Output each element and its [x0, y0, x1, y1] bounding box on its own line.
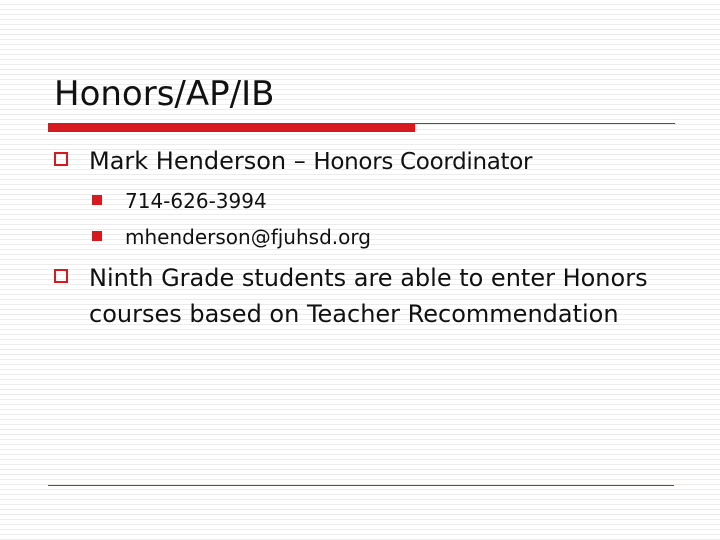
coordinator-phone: 714-626-3994 [125, 189, 267, 213]
hollow-square-icon [54, 269, 68, 283]
coordinator-name: Mark Henderson [89, 147, 287, 175]
coordinator-role: Honors Coordinator [313, 149, 533, 175]
title-underline-thin [415, 123, 675, 124]
filled-square-icon [92, 195, 102, 205]
filled-square-icon [92, 231, 102, 241]
coordinator-email: mhenderson@fjuhsd.org [125, 225, 371, 249]
footer-rule [48, 485, 674, 486]
ninth-grade-text: Ninth Grade students are able to enter Honors courses based on Teacher Recommendation [89, 264, 648, 328]
slide-title: Honors/AP/IB [54, 74, 275, 114]
bullet-coordinator-text [89, 143, 659, 180]
title-underline-thick [48, 123, 415, 132]
hollow-square-icon [54, 152, 68, 166]
name-role-separator: – [286, 147, 314, 175]
